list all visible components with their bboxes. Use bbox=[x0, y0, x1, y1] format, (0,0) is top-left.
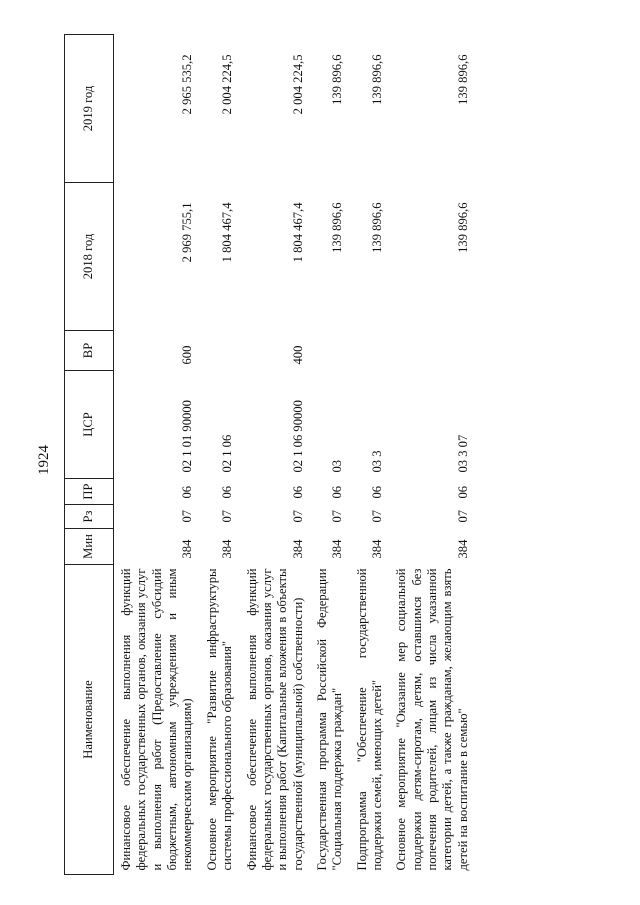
table-body bbox=[114, 35, 476, 875]
row-2018: 139 896,6 bbox=[455, 202, 470, 253]
row-2019: 2 004 224,5 bbox=[220, 54, 235, 115]
row-rz: 07 bbox=[455, 509, 470, 523]
row-vr: 600 bbox=[180, 345, 195, 365]
table-row bbox=[350, 35, 390, 875]
row-2019: 2 965 535,2 bbox=[180, 54, 195, 115]
row-name: Государственная программа Российской Федерации "Социальная поддержка граждан" bbox=[314, 568, 345, 871]
row-2019: 139 896,6 bbox=[455, 54, 470, 105]
row-name: Основное мероприятие "Развитие инфраструктуры системы профессионального образования" bbox=[204, 568, 235, 871]
row-rz: 07 bbox=[220, 509, 235, 523]
row-csr: 03 3 bbox=[370, 450, 385, 473]
row-2018: 2 969 755,1 bbox=[180, 202, 195, 263]
header-2019: 2019 год bbox=[65, 35, 114, 183]
row-vr bbox=[350, 331, 390, 371]
row-vr bbox=[389, 331, 475, 371]
header-pr: ПР bbox=[65, 479, 114, 505]
row-rz: 07 bbox=[370, 509, 385, 523]
page-number: 1924 bbox=[36, 445, 52, 475]
row-vr bbox=[310, 331, 350, 371]
row-2018: 1 804 467,4 bbox=[290, 202, 305, 263]
row-min: 384 bbox=[290, 539, 305, 559]
row-2019: 139 896,6 bbox=[370, 54, 385, 105]
table-header bbox=[65, 35, 114, 875]
row-min: 384 bbox=[330, 539, 345, 559]
row-2018: 139 896,6 bbox=[330, 202, 345, 253]
row-csr: 02 1 01 90000 bbox=[180, 400, 195, 473]
row-pr: 06 bbox=[290, 485, 305, 499]
row-2018: 139 896,6 bbox=[370, 202, 385, 253]
row-pr: 06 bbox=[330, 485, 345, 499]
row-2019: 2 004 224,5 bbox=[290, 54, 305, 115]
row-pr: 06 bbox=[455, 485, 470, 499]
row-name: Подпрограмма "Обеспечение государственной поддержки семей, имеющих детей" bbox=[354, 568, 385, 871]
row-2018: 1 804 467,4 bbox=[220, 202, 235, 263]
row-pr: 06 bbox=[180, 485, 195, 499]
row-vr bbox=[200, 331, 240, 371]
row-pr: 06 bbox=[370, 485, 385, 499]
table-row bbox=[200, 35, 240, 875]
header-rz: Рз bbox=[65, 505, 114, 529]
table-row bbox=[310, 35, 350, 875]
row-csr: 02 1 06 90000 bbox=[290, 400, 305, 473]
row-min: 384 bbox=[455, 539, 470, 559]
row-min: 384 bbox=[180, 539, 195, 559]
header-vr: ВР bbox=[65, 331, 114, 371]
row-name: Основное мероприятие "Оказание мер социальной поддержки детям-сиротам, детям, оставшимся без попечения родителей, лицам из числа указанной категории детей, а также гражданам, желающим взять детей на воспитание в семью" bbox=[394, 568, 470, 871]
row-2019: 139 896,6 bbox=[330, 54, 345, 105]
header-2018: 2018 год bbox=[65, 183, 114, 331]
row-min: 384 bbox=[220, 539, 235, 559]
row-name: Финансовое обеспечение выполнения функций федеральных государственных органов, оказания услуг и выполнения работ (Предоставление субсидий бюджетным, автономным учреждениям и иным некоммерческим организациям) bbox=[119, 568, 195, 871]
row-vr: 400 bbox=[290, 345, 305, 365]
header-csr: ЦСР bbox=[65, 371, 114, 479]
row-rz: 07 bbox=[290, 509, 305, 523]
row-csr: 02 1 06 bbox=[220, 434, 235, 473]
row-rz: 07 bbox=[180, 509, 195, 523]
row-csr: 03 bbox=[330, 459, 345, 473]
row-csr: 03 3 07 bbox=[455, 434, 470, 473]
table-row bbox=[114, 35, 200, 875]
header-min: Мин bbox=[65, 529, 114, 565]
row-min: 384 bbox=[370, 539, 385, 559]
header-name: Наименование bbox=[65, 565, 114, 875]
table-row bbox=[240, 35, 310, 875]
row-name: Финансовое обеспечение выполнения функций федеральных государственных органов, оказания услуг и выполнения работ (Капитальные вложения в объекты государственной (муниципальной) собственности) bbox=[244, 568, 305, 871]
table-row bbox=[389, 35, 475, 875]
row-rz: 07 bbox=[330, 509, 345, 523]
rotated-page bbox=[30, 35, 610, 885]
budget-table bbox=[64, 34, 475, 875]
row-pr: 06 bbox=[220, 485, 235, 499]
